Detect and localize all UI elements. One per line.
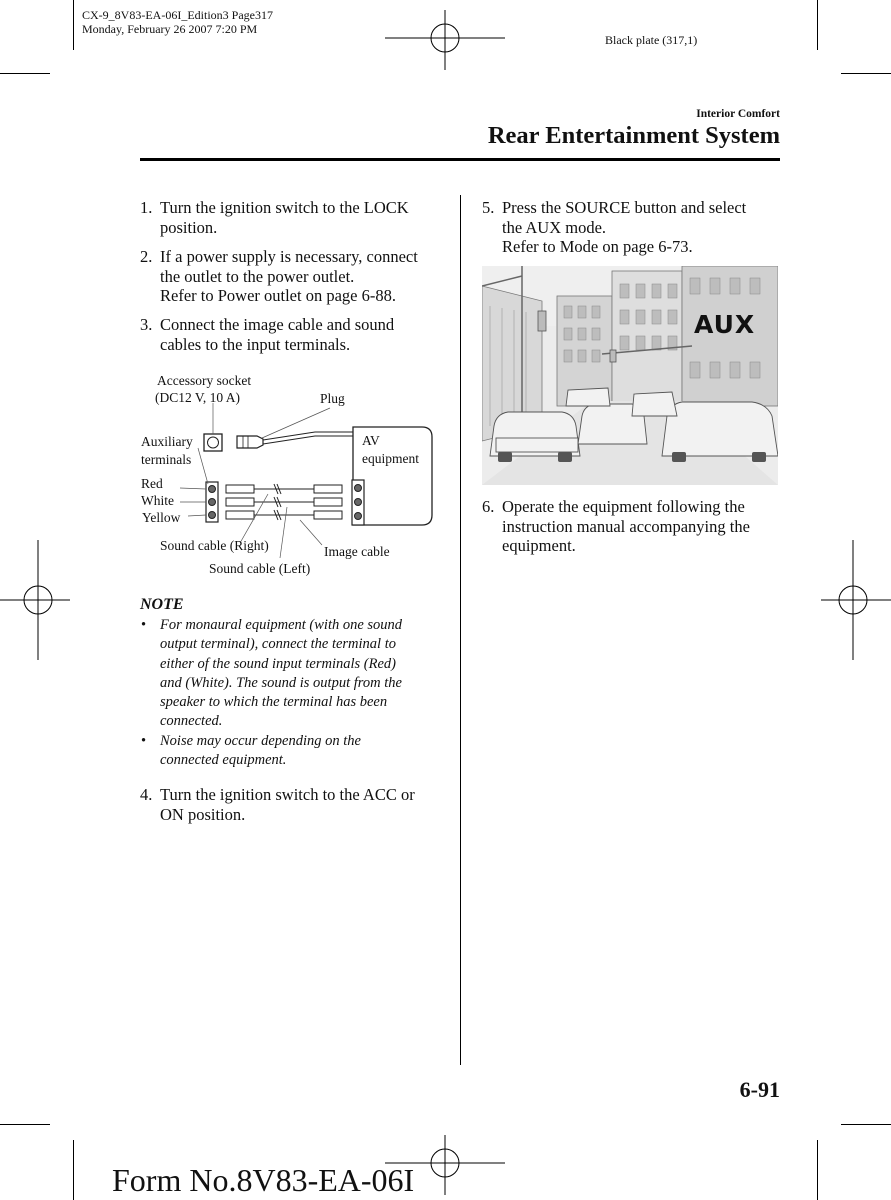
step-number: 6. [482,497,495,516]
step-text-line: Turn the ignition switch to the LOCK [160,198,409,217]
note-line: connected equipment. [160,752,287,769]
aux-overlay-label: AUX [694,310,756,339]
step-text-line: the outlet to the power outlet. [160,266,355,286]
column-divider [460,195,461,1065]
plug-icon [237,436,263,448]
terminals-label: terminals [141,452,192,467]
registration-mark-top [385,10,505,70]
step-number: 1. [140,198,153,217]
step-text-line: instruction manual accompanying the [502,516,750,536]
step-number: 5. [482,198,495,217]
aux-screen-image [482,266,778,485]
accessory-socket-label: Accessory socket [157,373,252,388]
sound-cable-right-label: Sound cable (Right) [160,538,269,553]
yellow-label: Yellow [142,510,181,525]
auxiliary-label: Auxiliary [141,434,193,449]
step-text-line: Refer to Power outlet on page 6-88. [160,286,396,305]
city-street-illustration [482,266,778,485]
step-text-line: Press the SOURCE button and select [502,198,747,217]
step-text-line: position. [160,217,218,237]
plate-label: Black plate (317,1) [605,33,698,47]
step-number: 2. [140,247,153,266]
note-line: For monaural equipment (with one sound [160,617,403,633]
crop-mark [0,73,50,74]
step-number: 4. [140,785,153,804]
sound-cable-left-label: Sound cable (Left) [209,561,311,576]
crop-mark [817,1140,818,1200]
crop-mark [841,1124,891,1125]
step-text-line: If a power supply is necessary, connect [160,247,418,266]
step-text-line: equipment. [502,536,576,555]
note-line: and (White). The sound is output from the [160,674,402,691]
crop-mark [841,73,891,74]
note-line: Noise may occur depending on the [160,733,361,749]
registration-mark-left [0,540,70,660]
plug-label: Plug [320,391,345,406]
crop-mark [817,0,818,50]
image-cable-label: Image cable [324,544,390,559]
step-number: 3. [140,315,153,334]
page-title: Rear Entertainment System [487,122,780,149]
registration-mark-right [821,540,891,660]
print-job-line: CX-9_8V83-EA-06I_Edition3 Page317 [82,8,273,22]
step-text-line: Refer to Mode on page 6-73. [502,237,693,256]
step-text-line: Turn the ignition switch to the ACC or [160,785,415,804]
bullet-icon: • [141,617,147,633]
note-line: connected. [160,713,223,730]
socket-rating-label: (DC12 V, 10 A) [155,390,241,405]
step-text-line: Connect the image cable and sound [160,315,395,334]
white-label: White [141,493,174,508]
step-text-line: Operate the equipment following the [502,497,745,516]
form-number: Form No.8V83-EA-06I [112,1162,415,1198]
step-text-line: ON position. [160,804,246,824]
note-title: NOTE [140,596,184,613]
step-text-line: cables to the input terminals. [160,334,351,354]
print-date-line: Monday, February 26 2007 7:20 PM [82,22,258,36]
av-label: AV [362,433,380,448]
crop-mark [0,1124,50,1125]
red-label: Red [141,476,163,491]
bullet-icon: • [141,733,147,749]
step-text-line: the AUX mode. [502,217,607,237]
page-number: 6-91 [739,1077,780,1102]
note-line: output terminal), connect the terminal to [160,636,396,653]
section-category: Interior Comfort [696,108,780,120]
crop-mark [73,0,74,50]
equipment-label: equipment [362,451,419,466]
note-line: either of the sound input terminals (Red) [160,655,396,672]
crop-mark [73,1140,74,1200]
note-line: speaker to which the terminal has been [160,694,388,711]
title-rule [140,158,780,161]
